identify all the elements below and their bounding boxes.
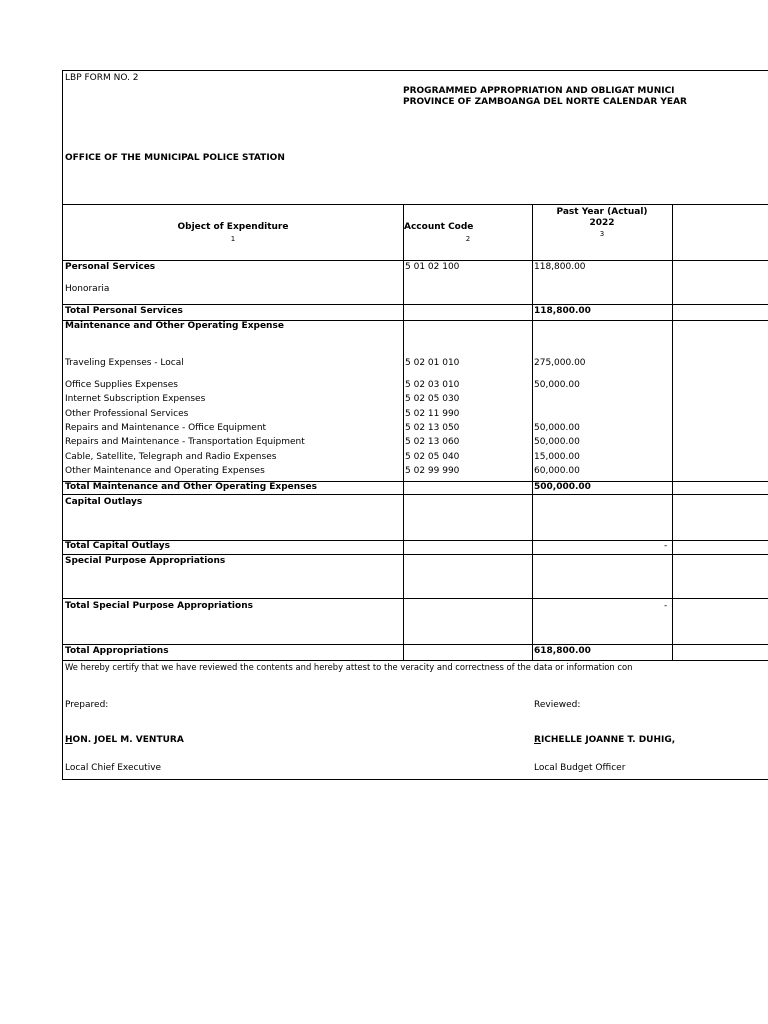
- line-item-label: Office Supplies Expenses: [65, 380, 178, 390]
- account-code: 5 02 03 010: [405, 380, 460, 390]
- line-item-label: Traveling Expenses - Local: [65, 358, 184, 368]
- total-capital-outlays: Total Capital Outlays: [65, 541, 170, 551]
- column-header-account-code: Account Code: [404, 222, 474, 232]
- reviewed-by-name: RICHELLE JOANNE T. DUHIG,: [534, 735, 676, 745]
- item-honoraria: Honoraria: [65, 284, 110, 294]
- prepared-label: Prepared:: [65, 700, 109, 710]
- account-code: 5 02 11 990: [405, 409, 460, 419]
- office-name: OFFICE OF THE MUNICIPAL POLICE STATION: [65, 153, 285, 163]
- lbp-form-document: [62, 70, 768, 780]
- section-mooe: Maintenance and Other Operating Expense: [65, 321, 284, 331]
- prepared-by-name: HON. JOEL M. VENTURA: [65, 735, 184, 745]
- total-mooe: Total Maintenance and Other Operating Expenses: [65, 482, 318, 492]
- line-item-label: Other Maintenance and Operating Expenses: [65, 466, 265, 476]
- total-amount: -: [664, 601, 668, 611]
- amount: 15,000.00: [534, 452, 580, 462]
- form-title-line1: PROGRAMMED APPROPRIATION AND OBLIGAT MUNICI: [403, 86, 675, 96]
- total-amount: -: [664, 541, 668, 551]
- section-special-purpose: Special Purpose Appropriations: [65, 556, 226, 566]
- amount: 118,800.00: [534, 262, 586, 272]
- column-number-3: 3: [599, 230, 605, 238]
- line-item-label: Repairs and Maintenance - Transportation Equipment: [65, 437, 305, 447]
- form-title-line2: PROVINCE OF ZAMBOANGA DEL NORTE CALENDAR YEAR: [403, 97, 687, 107]
- line-item-label: Other Professional Services: [65, 409, 189, 419]
- reviewed-label: Reviewed:: [534, 700, 581, 710]
- form-number: LBP FORM NO. 2: [65, 73, 139, 83]
- account-code: 5 02 05 030: [405, 394, 460, 404]
- column-number-1: 1: [230, 235, 236, 243]
- total-special-purpose: Total Special Purpose Appropriations: [65, 601, 253, 611]
- amount: 275,000.00: [534, 358, 586, 368]
- reviewed-by-title: Local Budget Officer: [534, 763, 626, 773]
- prepared-by-title: Local Chief Executive: [65, 763, 162, 773]
- amount: 50,000.00: [534, 437, 580, 447]
- account-code: 5 02 13 050: [405, 423, 460, 433]
- line-item-label: Internet Subscription Expenses: [65, 394, 206, 404]
- total-amount: 118,800.00: [534, 306, 591, 316]
- account-code: 5 02 01 010: [405, 358, 460, 368]
- grand-total-amount: 618,800.00: [534, 646, 591, 656]
- column-number-2: 2: [465, 235, 471, 243]
- account-code: 5 02 13 060: [405, 437, 460, 447]
- account-code: 5 02 05 040: [405, 452, 460, 462]
- column-header-past-year-value: 2022: [589, 218, 615, 228]
- account-code: 5 01 02 100: [405, 262, 460, 272]
- line-item-label: Cable, Satellite, Telegraph and Radio Expenses: [65, 452, 277, 462]
- total-amount: 500,000.00: [534, 482, 591, 492]
- total-appropriations: Total Appropriations: [65, 646, 169, 656]
- amount: 50,000.00: [534, 380, 580, 390]
- column-header-object: Object of Expenditure: [177, 222, 289, 232]
- amount: 60,000.00: [534, 466, 580, 476]
- account-code: 5 02 99 990: [405, 466, 460, 476]
- total-personal-services: Total Personal Services: [65, 306, 183, 316]
- column-header-past-year: Past Year (Actual): [556, 207, 648, 217]
- section-personal-services: Personal Services: [65, 262, 156, 272]
- section-capital-outlays: Capital Outlays: [65, 497, 143, 507]
- amount: 50,000.00: [534, 423, 580, 433]
- certification-text: We hereby certify that we have reviewed the contents and hereby attest to the veracity and correctness of the data or information con: [65, 662, 633, 672]
- line-item-label: Repairs and Maintenance - Office Equipment: [65, 423, 267, 433]
